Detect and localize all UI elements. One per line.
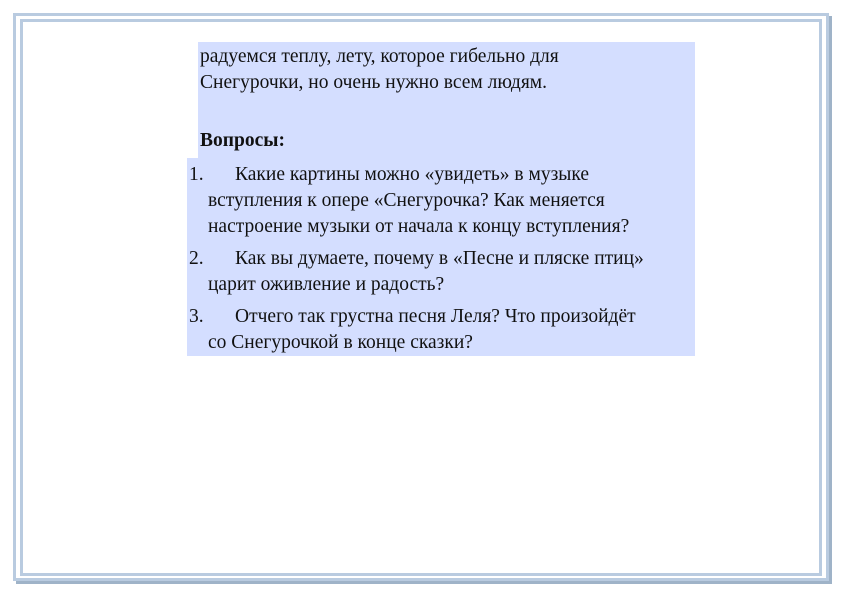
- questions-heading: Вопросы:: [200, 130, 285, 151]
- question-line: настроение музыки от начала к концу вступления?: [208, 216, 630, 237]
- question-number: 2.: [189, 248, 204, 269]
- question-item-2: [189, 246, 695, 298]
- question-line: царит оживление и радость?: [208, 274, 445, 295]
- intro-paragraph: [200, 44, 690, 96]
- question-line: Отчего так грустна песня Леля? Что произойдёт: [235, 306, 636, 327]
- question-line: Какие картины можно «увидеть» в музыке: [235, 164, 590, 185]
- frame-shadow-bottom: [16, 581, 832, 584]
- question-number: 3.: [189, 306, 204, 327]
- question-line: Как вы думаете, почему в «Песне и пляске птиц»: [235, 248, 644, 269]
- question-number: 1.: [189, 164, 204, 185]
- question-item-1: [189, 162, 695, 240]
- question-item-3: [189, 304, 695, 356]
- intro-line: Снегурочки, но очень нужно всем людям.: [200, 72, 548, 93]
- frame-shadow-right: [829, 16, 832, 582]
- slide-content: [187, 42, 695, 356]
- question-line: вступления к опере «Снегурочка? Как меняется: [208, 190, 605, 211]
- intro-line: радуемся теплу, лету, которое гибельно для: [200, 46, 559, 67]
- question-line: со Снегурочкой в конце сказки?: [208, 332, 473, 353]
